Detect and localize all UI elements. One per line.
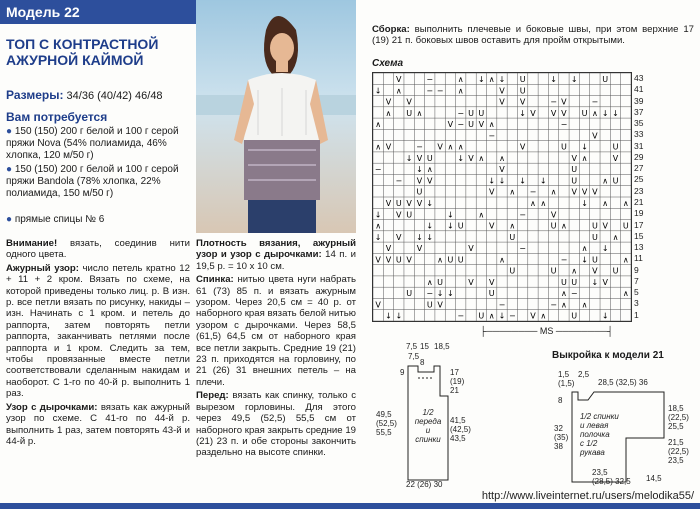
chart-symbol: U: [571, 176, 578, 186]
row-number: 37: [634, 106, 644, 117]
row-number: 29: [634, 151, 644, 162]
chart-symbol: ∧: [478, 153, 485, 163]
chart-symbol: ∧: [488, 311, 495, 321]
chart-symbol: ∧: [375, 142, 382, 152]
chart-symbol: ↓: [601, 108, 609, 118]
chart-symbol: ↓: [405, 153, 413, 163]
row-number: 9: [634, 264, 639, 275]
chart-symbol: ∧: [499, 153, 505, 163]
material-item-2: ● 150 (150) 200 г белой и 100 г серой пряжи Bandola (78% хлопка, 22% полиамида, 150 м/50 г): [6, 164, 179, 199]
chart-symbol: ∧: [499, 255, 505, 265]
chart-symbol: V: [499, 165, 505, 175]
material-item-1: ● 150 (150) 200 г белой и 100 г серой пряжи Nova (54% полиамида, 46% хлопка, 120 м/50 г): [6, 126, 179, 161]
chart-symbol: −: [457, 311, 465, 321]
row-number: 25: [634, 174, 644, 185]
chart-symbol: ∧: [385, 108, 392, 118]
chart-symbol: ∧: [612, 232, 619, 242]
row-number: 13: [634, 242, 644, 253]
chart-symbol: ∧: [622, 199, 629, 209]
p1-right-top: 17 (19) 21: [450, 368, 465, 395]
chart-symbol: ↓: [601, 244, 609, 254]
sizes-value: 34/36 (40/42) 46/48: [66, 90, 163, 102]
chart-symbol: V: [478, 120, 485, 130]
chart-symbol: ∧: [457, 142, 464, 152]
chart-symbol: ∧: [488, 75, 495, 85]
chart-symbol: −: [519, 244, 526, 254]
chart-symbol: −: [498, 300, 506, 310]
chart-symbol: ↓: [374, 210, 382, 220]
chart-symbol: V: [592, 131, 598, 141]
text-column-1: [6, 238, 190, 447]
back-paragraph: Спинка: нитью цвета нуги набрать 61 (73) 85 п. и вязать ажурным узором. Через 20,5 см = 40 р. от наборного края вязать белой нитью узором с дырочками. Через 58,5 (61,5) 64,5 см от наборного края все петли закрыть. Средние 19 (21) 23 п. приходятся на горловину, по 21 (26) 31 внешних петель – на плечи.: [196, 274, 356, 388]
chart-symbol: V: [375, 300, 381, 310]
chart-symbol: ∧: [560, 221, 567, 231]
chart-symbol: V: [416, 199, 423, 209]
chart-symbol: −: [560, 255, 568, 265]
chart-symbol: U: [457, 221, 464, 231]
chart-symbol: ∧: [581, 300, 588, 310]
chart-symbol: U: [457, 255, 464, 265]
chart-symbol: V: [385, 244, 392, 254]
chart-symbol: ↓: [498, 311, 506, 321]
chart-symbol: ∧: [591, 108, 598, 118]
chart-symbol: −: [426, 75, 434, 85]
chart-symbol: −: [560, 120, 568, 130]
p2-top-left: 1,5 (1,5): [558, 370, 575, 388]
ms-label: ├──────── MS ────────┤: [480, 326, 614, 336]
chart-symbol: ∧: [426, 165, 433, 175]
chart-symbol: V: [437, 300, 443, 310]
chart-symbol: V: [499, 86, 505, 96]
p2-bottom-2: 14,5: [646, 474, 662, 483]
row-number: 35: [634, 118, 644, 129]
chart-symbol: V: [519, 142, 526, 152]
chart-symbol: U: [571, 277, 578, 287]
chart-symbol: −: [550, 97, 557, 107]
p2-top-mid: 2,5: [578, 370, 590, 379]
chart-symbol: ↓: [519, 108, 526, 118]
chart-symbol: ∧: [550, 187, 557, 197]
chart-symbol: U: [550, 266, 557, 276]
chart-symbol: ↓: [416, 232, 423, 242]
chart-symbol: V: [561, 97, 567, 107]
chart-symbol: ∧: [457, 86, 464, 96]
chart-symbol: ↓: [374, 86, 382, 96]
pattern-2-title: Выкройка к модели 21: [552, 350, 664, 361]
chart-symbol: ↓: [498, 176, 506, 186]
chart-symbol: U: [602, 75, 609, 85]
sizes-label: Размеры:: [6, 88, 64, 102]
chart-symbol: ↓: [426, 199, 434, 209]
title-line-2: АЖУРНОЙ КАЙМОЙ: [6, 52, 144, 68]
chart-symbol: V: [519, 97, 526, 107]
chart-symbol: U: [560, 277, 567, 287]
chart-symbol: V: [602, 277, 608, 287]
row-number: 43: [634, 73, 644, 83]
model-photo: [196, 0, 356, 233]
chart-symbol: V: [499, 97, 505, 107]
chart-symbol: V: [447, 120, 454, 130]
chart-symbol: ↓: [488, 176, 496, 186]
chart-symbol: ∧: [478, 210, 485, 220]
p2-top-right: 28,5 (32,5) 36: [598, 378, 648, 387]
chart-symbol: ↓: [436, 289, 444, 299]
chart-symbol: V: [396, 232, 402, 242]
chart-symbol: ∧: [375, 221, 382, 231]
knitting-chart: [372, 72, 632, 322]
p2-bottom-1: 23,5 (28,5) 32,5: [592, 468, 631, 486]
chart-symbol: V: [612, 153, 619, 163]
chart-symbol: V: [488, 187, 495, 197]
chart-symbol: ↓: [447, 210, 454, 220]
chart-symbol: U: [550, 221, 557, 231]
assembly-paragraph: Сборка: выполнить плечевые и боковые швы, при этом верхние 17 (19) 21 п. боковых швов оставить для пройм открытыми.: [372, 24, 695, 47]
chart-symbol: U: [612, 142, 619, 152]
chart-symbol: −: [591, 97, 599, 107]
p1-top-2: 15: [420, 342, 429, 351]
chart-symbol: V: [406, 255, 412, 265]
photo-illustration: [196, 0, 356, 233]
chart-symbol: ∧: [560, 289, 567, 299]
chart-symbol: V: [530, 311, 536, 321]
chart-symbol: U: [519, 86, 526, 96]
model-header: Модель 22: [0, 0, 196, 24]
bottom-bar: [0, 503, 700, 509]
chart-symbol: −: [508, 311, 516, 321]
chart-symbol: ∧: [509, 187, 516, 197]
chart-symbol: ↓: [447, 289, 454, 299]
p1-left: 49,5 (52,5) 55,5: [376, 410, 397, 437]
row-number: 7: [634, 275, 639, 286]
p1-bottom: 22 (26) 30: [406, 480, 443, 489]
chart-symbol: −: [488, 131, 496, 141]
chart-symbol: U: [416, 187, 423, 197]
warning-paragraph: Внимание! вязать, соединив нити одного цвета.: [6, 238, 190, 261]
chart-symbol: V: [437, 142, 443, 152]
chart-symbol: ∧: [416, 108, 423, 118]
chart-symbol: U: [395, 199, 402, 209]
chart-symbol: ∧: [457, 75, 464, 85]
chart-symbol: −: [570, 289, 578, 299]
chart-symbol: V: [385, 142, 392, 152]
chart-symbol: V: [550, 210, 557, 220]
row-number: 27: [634, 163, 644, 174]
chart-symbol: ∧: [602, 176, 609, 186]
chart-symbol: U: [571, 165, 578, 175]
chart-symbol: V: [396, 75, 402, 85]
chart-symbol: ∧: [602, 199, 609, 209]
chart-symbol: U: [591, 255, 598, 265]
chart-symbol: U: [406, 289, 413, 299]
holes-paragraph: Узор с дырочками: вязать как ажурный узор по схеме. С 41-го по 44-й р. выполнить 1 раз, затем повторять 43-й и 44-й р.: [6, 401, 190, 447]
chart-symbol: U: [468, 120, 474, 130]
chart-symbol: U: [447, 255, 454, 265]
chart-symbol: ↓: [457, 153, 465, 163]
chart-symbol: ∧: [581, 244, 588, 254]
row-number: 17: [634, 219, 644, 230]
chart-symbol: U: [560, 142, 567, 152]
chart-symbol: ∧: [622, 289, 629, 299]
chart-symbol: U: [612, 176, 619, 186]
chart-symbol: ↓: [385, 311, 392, 321]
chart-symbol: ↓: [581, 142, 588, 152]
chart-symbol: ∧: [375, 120, 382, 130]
chart-symbol: V: [561, 108, 567, 118]
chart-symbol: ∧: [622, 255, 629, 265]
chart-symbol: V: [396, 210, 402, 220]
chart-symbol: ↓: [426, 221, 434, 231]
p1-right: 41,5 (42,5) 43,5: [450, 416, 471, 443]
chart-symbol: V: [602, 221, 608, 231]
chart-symbol: ↓: [478, 75, 485, 85]
chart-symbol: ↓: [426, 232, 434, 242]
chart-symbol: V: [488, 221, 495, 231]
chart-symbol: −: [416, 142, 423, 152]
chart-symbol: ↓: [581, 255, 588, 265]
chart-symbol: U: [509, 266, 516, 276]
front-paragraph: Перед: вязать как спинку, только с вырезом горловины. Для этого через 49,5 (52,5) 55,5 см от наборного края закрыть средние 19 (21) 23 п. и обе стороны закончить раздельно на высоте спинки.: [196, 390, 356, 459]
row-number: 39: [634, 95, 644, 106]
row-number: 3: [634, 298, 639, 309]
chart-symbol: U: [591, 221, 598, 231]
chart-symbol: ∧: [540, 311, 547, 321]
density-paragraph: Плотность вязания, ажурный узор и узор с дырочками: 14 п. и 19,5 р. = 10 х 10 см.: [196, 238, 356, 272]
chart-symbol: V: [488, 277, 495, 287]
scheme-label: Схема: [372, 58, 404, 69]
chart-symbol: U: [488, 289, 495, 299]
chart-symbol: ∧: [488, 120, 495, 130]
material-item-3: ● прямые спицы № 6: [6, 214, 105, 225]
p2-left-small: 8: [558, 396, 563, 405]
row-number: 15: [634, 230, 644, 241]
chart-symbol: V: [427, 176, 433, 186]
chart-symbol: ∧: [540, 199, 547, 209]
chart-grid: [373, 73, 631, 321]
chart-symbol: ↓: [612, 108, 619, 118]
chart-symbol: U: [591, 232, 598, 242]
chart-symbol: ↓: [550, 75, 557, 85]
p1-inner-label: 1/2 переда и спинки: [414, 408, 442, 444]
sizes: [6, 88, 163, 102]
chart-symbol: U: [622, 221, 629, 231]
source-url: http://www.liveinternet.ru/users/melodika55/: [481, 490, 694, 502]
row-number: 5: [634, 287, 639, 298]
chart-symbol: ↓: [416, 165, 423, 175]
chart-symbol: ∧: [447, 142, 454, 152]
chart-symbol: V: [592, 187, 598, 197]
chart-symbol: U: [509, 232, 516, 242]
row-number: 33: [634, 129, 644, 140]
chart-symbol: ↓: [581, 199, 588, 209]
pattern-front-back: [372, 338, 472, 488]
chart-symbol: −: [426, 86, 434, 96]
chart-symbol: V: [406, 97, 412, 107]
chart-symbol: U: [519, 75, 526, 85]
chart-symbol: ↓: [519, 176, 526, 186]
chart-symbol: ↓: [498, 75, 506, 85]
chart-symbol: V: [468, 244, 474, 254]
chart-symbol: U: [395, 255, 402, 265]
chart-symbol: ↓: [539, 176, 547, 186]
chart-symbol: V: [468, 277, 474, 287]
chart-symbol: −: [529, 187, 537, 197]
p1-top-3: 18,5: [434, 342, 450, 351]
chart-symbol: U: [468, 108, 474, 118]
chart-symbol: V: [416, 176, 423, 186]
chart-symbol: V: [385, 97, 392, 107]
row-number: 11: [634, 253, 643, 264]
chart-symbol: V: [406, 199, 412, 209]
row-number: 31: [634, 140, 644, 151]
chart-symbol: U: [437, 277, 444, 287]
pattern-sleeve: [548, 364, 698, 488]
materials-title: Вам потребуется: [6, 110, 108, 124]
lace-paragraph: Ажурный узор: число петель кратно 12 + 11 + 2 кром. Вязать по схеме, на которой приведены только лиц. р. В изн. р. все петли вязать по рисунку, накиды – изн. Начинать с 1 кром. и петель до раппорта, затем повторять петли раппорта, заканчивать петлями после раппорта и 1 кром. Следить за тем, чтобы провязанные вместе петли соответствовали сделанным накидам и наоборот. С 1-го по 40-й р. выполнить 1 раз.: [6, 262, 190, 400]
row-number: 41: [634, 84, 644, 95]
chart-symbol: U: [426, 300, 433, 310]
chart-symbol: V: [592, 266, 598, 276]
chart-symbol: ↓: [591, 277, 599, 287]
row-number: 1: [634, 309, 639, 320]
chart-symbol: ∧: [509, 221, 516, 231]
page-title: [6, 36, 196, 68]
p1-small-2: 8: [420, 358, 425, 367]
p1-top-4: 7,5: [408, 352, 420, 361]
chart-symbol: −: [519, 210, 526, 220]
chart-symbol: −: [457, 120, 465, 130]
chart-symbol: −: [457, 108, 465, 118]
chart-symbol: −: [395, 176, 403, 186]
p1-top-1: 7,5: [406, 342, 418, 351]
chart-symbol: U: [478, 108, 485, 118]
chart-symbol: ∧: [560, 300, 567, 310]
chart-symbol: V: [581, 187, 588, 197]
chart-symbol: −: [550, 300, 557, 310]
chart-symbol: V: [571, 187, 577, 197]
chart-symbol: V: [385, 255, 392, 265]
chart-symbol: V: [571, 153, 577, 163]
chart-symbol: V: [530, 108, 536, 118]
chart-symbol: V: [375, 255, 381, 265]
chart-symbol: U: [426, 153, 433, 163]
p1-small-1: 9: [400, 368, 405, 377]
row-number: 21: [634, 197, 644, 207]
p2-right-2: 21,5 (22,5) 23,5: [668, 438, 689, 465]
row-number: 23: [634, 185, 644, 196]
chart-symbol: ↓: [395, 311, 403, 321]
chart-symbol: ↓: [601, 311, 609, 321]
chart-symbol: U: [478, 311, 485, 321]
chart-symbol: ↓: [570, 75, 578, 85]
chart-symbol: V: [550, 108, 557, 118]
text-column-2: [196, 238, 356, 459]
chart-symbol: U: [406, 108, 413, 118]
chart-symbol: −: [426, 289, 434, 299]
p2-left: 32 (35) 38: [554, 424, 569, 451]
p2-right-1: 18,5 (22,5) 25,5: [668, 404, 689, 431]
chart-symbol: V: [416, 153, 423, 163]
chart-symbol: V: [416, 244, 423, 254]
chart-symbol: −: [374, 165, 382, 175]
chart-symbol: U: [612, 266, 619, 276]
chart-symbol: U: [571, 311, 578, 321]
chart-symbol: V: [385, 199, 392, 209]
chart-symbol: ↓: [447, 221, 454, 231]
chart-symbol: ∧: [530, 199, 536, 209]
row-number: 19: [634, 208, 644, 219]
chart-symbol: U: [581, 108, 588, 118]
chart-symbol: V: [468, 153, 474, 163]
chart-symbol: −: [436, 86, 444, 96]
chart-symbol: ∧: [426, 277, 433, 287]
chart-symbol: ∧: [395, 86, 402, 96]
p2-inner-label: 1/2 спинки и левая полочка с 1/2 рукава: [580, 412, 619, 457]
chart-symbol: ↓: [374, 232, 382, 242]
title-line-1: ТОП С КОНТРАСТНОЙ: [6, 36, 159, 52]
chart-symbol: ∧: [437, 255, 444, 265]
chart-symbol: U: [406, 210, 413, 220]
chart-symbol: ∧: [571, 266, 578, 276]
chart-symbol: ∧: [581, 153, 588, 163]
